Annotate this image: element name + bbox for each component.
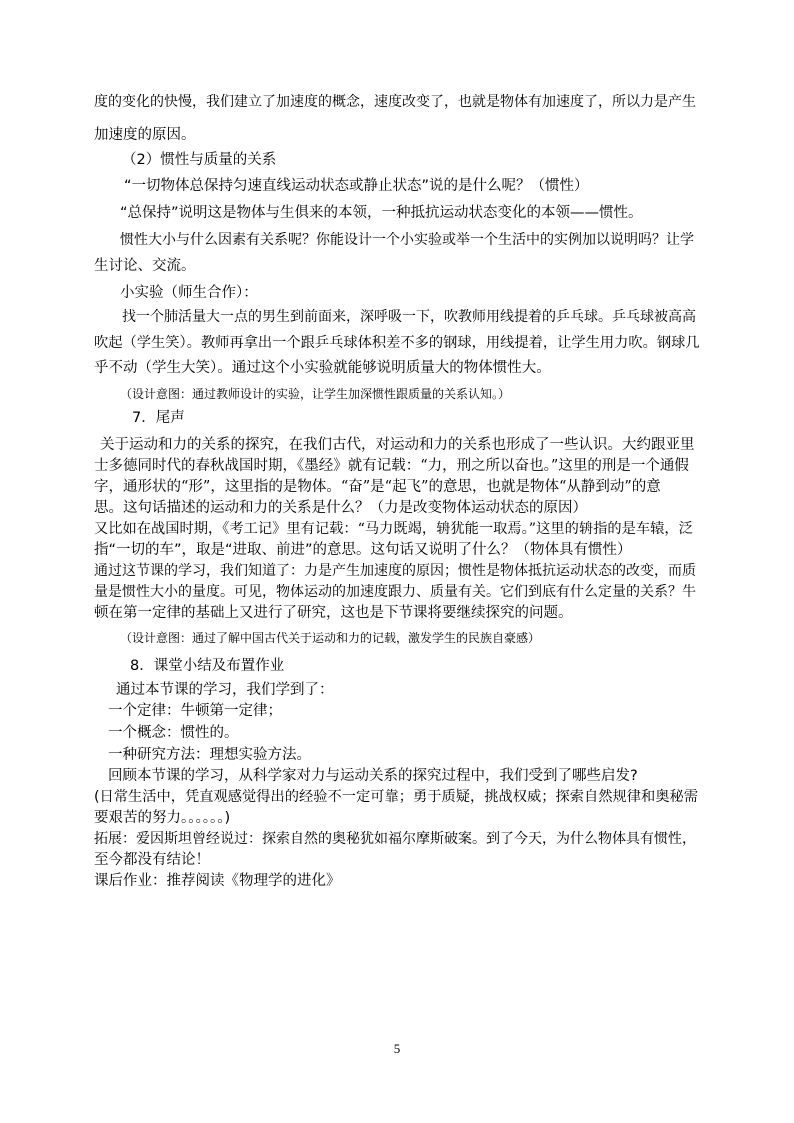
text-line: 至今都没有结论！ (94, 852, 210, 868)
text-line: 吹起（学生笑）。教师再拿出一个跟乒乓球体积差不多的钢球，用线提着，让学生用力吹。钢球几 (94, 335, 700, 351)
text-line: 惯性大小与什么因素有关系呢？你能设计一个小实验或举一个生活中的实例加以说明吗？让学 (120, 232, 694, 248)
section-heading: 8．课堂小结及布置作业 (130, 658, 285, 674)
design-intent-note: （设计意图：通过教师设计的实验，让学生加深惯性跟质量的关系认知。） (120, 387, 511, 401)
text-line: 又比如在战国时期，《考工记》里有记载：“马力既竭，辀犹能一取焉。”这里的辀指的是车辕，泛 (94, 521, 693, 537)
text-line: 要艰苦的努力。。。。。。) (94, 810, 231, 826)
text-line: 拓展：爱因斯坦曾经说过：探索自然的奥秘犹如福尔摩斯破案。到了今天，为什么物体具有惯性， (94, 831, 696, 847)
page-number: 5 (393, 1041, 401, 1056)
subheading: 小实验（师生合作）： (120, 285, 258, 301)
text-line: 士多德同时代的春秋战国时期，《墨经》就有记载：“力，刑之所以奋也。”这里的刑是一个通假 (94, 458, 689, 474)
text-line: 通过这节课的学习，我们知道了：力是产生加速度的原因；惯性是物体抵抗运动状态的改变，而质 (94, 563, 696, 579)
subheading: （2）惯性与质量的关系 (122, 152, 277, 168)
list-item: 一个定律：牛顿第一定律； (108, 703, 282, 719)
list-item: 一种研究方法：理想实验方法。 (108, 747, 311, 763)
text-line: 思。这句话描述的运动和力的关系是什么？（力是改变物体运动状态的原因） (94, 500, 587, 516)
text-line: 加速度的原因。 (94, 127, 196, 143)
text-line: 关于运动和力的关系的探究，在我们古代，对运动和力的关系也形成了一些认识。大约跟亚里 (100, 437, 695, 453)
text-line: 量是惯性大小的量度。可见，物体运动的加速度跟力、质量有关。它们到底有什么定量的关系？牛 (94, 584, 696, 600)
text-line: “总保持”说明这是物体与生俱来的本领，一种抵抗运动状态变化的本领——惯性。 (120, 205, 643, 221)
text-line: 字，通形状的“形”，这里指的是物体。“奋”是“起飞”的意思，也就是物体“从静到动”的意 (94, 479, 661, 495)
text-line: (日常生活中，凭直观感觉得出的经验不一定可靠；勇于质疑，挑战权威；探索自然规律和奥秘需 (94, 789, 699, 805)
text-line: 指“一切的车”，取是“进取、前进”的意思。这句话又说明了什么？（物体具有惯性） (94, 542, 632, 558)
text-line: 找一个肺活量大一点的男生到前面来，深呼吸一下，吹教师用线提着的乒乓球。乒乓球被高高 (122, 309, 696, 325)
text-line: 乎不动（学生大笑）。通过这个小实验就能够说明质量大的物体惯性大。 (94, 360, 551, 376)
text-line: 通过本节课的学习，我们学到了： (116, 682, 334, 698)
text-line: 生讨论、交流。 (94, 258, 196, 274)
list-item: 一个概念：惯性的。 (108, 725, 239, 741)
text-line: 课后作业：推荐阅读《物理学的进化》 (94, 873, 341, 889)
text-line: 顿在第一定律的基础上又进行了研究，这也是下节课将要继续探究的问题。 (94, 605, 573, 621)
text-line: 度的变化的快慢，我们建立了加速度的概念，速度改变了，也就是物体有加速度了，所以力是产生 (94, 94, 696, 110)
section-heading: 7．尾声 (132, 410, 185, 426)
text-line: 回顾本节课的学习，从科学家对力与运动关系的探究过程中，我们受到了哪些启发? (108, 768, 638, 784)
design-intent-note: （设计意图：通过了解中国古代关于运动和力的记载，激发学生的民族自豪感） (120, 631, 541, 645)
text-line: “一切物体总保持匀速直线运动状态或静止状态”说的是什么呢？（惯性） (124, 178, 589, 194)
